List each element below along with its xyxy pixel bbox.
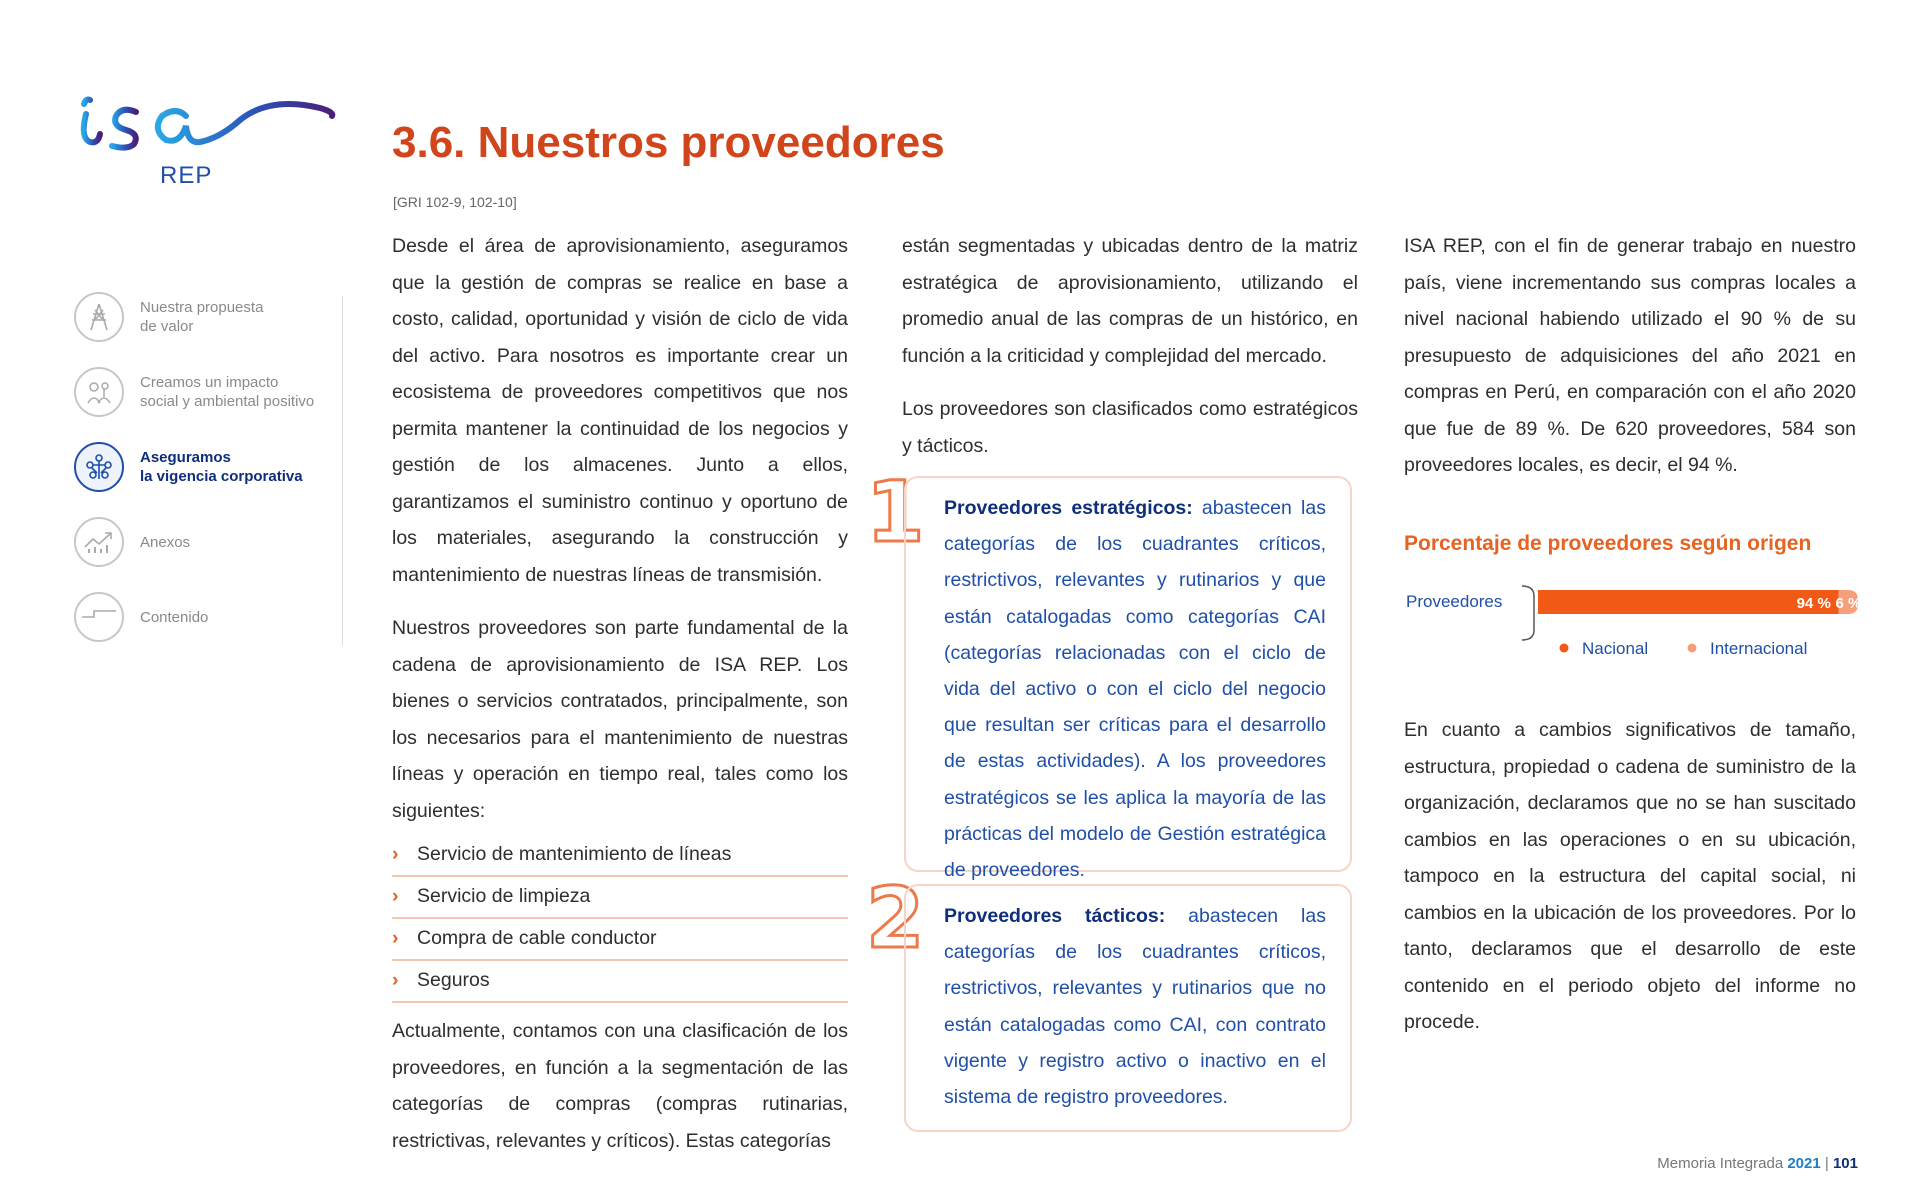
logo-subtitle: REP (160, 162, 213, 189)
gri-reference: [GRI 102-9, 102-10] (393, 194, 517, 210)
footer-separator: | (1824, 1155, 1829, 1172)
nav-label: Anexos (140, 533, 191, 551)
isa-logo-mark (74, 72, 344, 152)
text-column-2 (902, 228, 1358, 481)
legend-marker (1688, 644, 1697, 653)
box-heading: Proveedores estratégicos: (944, 497, 1193, 519)
list-item: › Servicio de mantenimiento de líneas (392, 835, 848, 877)
nav-label: Aseguramos la vigencia corporativa (140, 449, 303, 485)
people-network-icon (74, 442, 124, 492)
nav-item-anexos[interactable] (74, 517, 344, 567)
legend-label: Nacional (1582, 639, 1649, 658)
list-item: › Servicio de limpieza (392, 877, 848, 919)
paragraph: están segmentadas y ubicadas dentro de la matriz estratégica de aprovisionamiento, utilizando el promedio anual de las compras de un histórico, en función a la criticidad y complejidad del mercado. (902, 235, 1358, 367)
number-two-badge: 2 (866, 869, 925, 967)
chevron-right-icon: › (392, 885, 399, 907)
list-item: › Seguros (392, 961, 848, 1003)
isa-rep-logo (74, 72, 344, 202)
strategic-suppliers-box (904, 476, 1352, 882)
growth-chart-icon (74, 517, 124, 567)
text-column-3 (1404, 228, 1856, 501)
box-text: abastecen las categorías de los cuadrantes críticos, restrictivos, relevantes y rutinarios y que están catalogadas como categorías CAI (categorías relacionadas con el ciclo de vida del activo o con el ciclo del negocio que resultan ser críticas para el desarrollo de estas actividades). A los proveedores estratégicos se les aplica la mayoría de las prácticas del modelo de Gestión estratégica de proveedores. (944, 497, 1326, 882)
transmission-tower-icon (74, 292, 124, 342)
nav-label: Contenido (140, 608, 209, 626)
bar-nacional (1538, 590, 1839, 614)
services-list (392, 835, 848, 1003)
tactical-suppliers-box (904, 884, 1352, 1132)
nav-item-contenido[interactable] (74, 592, 344, 642)
paragraph: En cuanto a cambios significativos de tamaño, estructura, propiedad o cadena de suministro de la organización, declaramos que no se han suscitado cambios en las operaciones o en su ubicación, tampoco en la estructura del capital social, ni cambios en la ubicación de los proveedores. Por lo tanto, declaramos que el desarrollo de este contenido en el periodo objeto del informe no procede. (1404, 719, 1856, 1033)
paragraph: ISA REP, con el fin de generar trabajo en nuestro país, viene incrementando sus compras locales a nivel nacional habiendo utilizado el 90 % de su presupuesto de adquisiciones del año 2021 en compras en Perú, en comparación con el año 2020 que fue de 89 %. De 620 proveedores, 584 son proveedores locales, es decir, el 94 %. (1404, 235, 1856, 476)
nav-item-vigencia-corporativa[interactable] (74, 442, 344, 492)
footer-year: 2021 (1787, 1155, 1821, 1172)
bracket (1522, 586, 1534, 640)
chevron-right-icon: › (392, 843, 399, 865)
social-environment-icon (74, 367, 124, 417)
bar-data-label: 6 % (1835, 595, 1862, 612)
text-column-1 (392, 228, 848, 1176)
footer-title: Memoria Integrada (1657, 1155, 1784, 1172)
nav-item-impacto[interactable] (74, 367, 344, 417)
page-title: 3.6. Nuestros proveedores (392, 118, 945, 167)
paragraph: Desde el área de aprovisionamiento, aseguramos que la gestión de compras se realice en base a costo, calidad, oportunidad y visión de ciclo de vida del activo. Para nosotros es importante crear un ecosistema de proveedores competitivos que nos permita mantener la continuidad de los negocios y gestión de los almacenes. Junto a ellos, garantizamos el suministro continuo y oportuno de los materiales, asegurando la construcción y mantenimiento de nuestras líneas de transmisión. (392, 235, 848, 586)
nav-label: Nuestra propuesta de valor (140, 299, 264, 335)
category-label: Proveedores (1406, 592, 1503, 611)
page-number: 101 (1832, 1155, 1858, 1172)
box-heading: Proveedores tácticos: (944, 905, 1166, 927)
paragraph: Los proveedores son clasificados como estratégicos y tácticos. (902, 398, 1358, 457)
chevron-right-icon: › (392, 927, 399, 949)
paragraph: Nuestros proveedores son parte fundamental de la cadena de aprovisionamiento de ISA REP. Los bienes o servicios contratados, principalmente, son los necesarios para el mantenimiento de nuestras líneas y operación en tiempo real, tales como los siguientes: (392, 617, 848, 822)
box-text: abastecen las categorías de los cuadrantes críticos, restrictivos, relevantes y rutinarios que no están catalogadas como CAI, con contrato vigente y registro activo o inactivo en el sistema de registro proveedores. (944, 905, 1326, 1109)
contents-icon (74, 592, 124, 642)
bar-data-label: 94 % (1796, 595, 1831, 612)
legend-label: Internacional (1710, 639, 1808, 658)
nav-item-propuesta-valor[interactable] (74, 292, 344, 342)
page-footer (1657, 1155, 1858, 1172)
paragraph: Actualmente, contamos con una clasificación de los proveedores, en función a la segmentación de las categorías de compras (compras rutinarias, restrictivas, relevantes y críticos). Estas categorías (392, 1020, 848, 1152)
nav-label: Creamos un impacto social y ambiental positivo (140, 374, 315, 410)
chart-title: Porcentaje de proveedores según origen (1404, 532, 1812, 555)
text-column-3b (1404, 712, 1856, 1058)
suppliers-origin-chart (1404, 572, 1864, 668)
legend-marker (1560, 644, 1569, 653)
number-one-badge: 1 (866, 463, 925, 561)
list-item: › Compra de cable conductor (392, 919, 848, 961)
chevron-right-icon: › (392, 969, 399, 991)
